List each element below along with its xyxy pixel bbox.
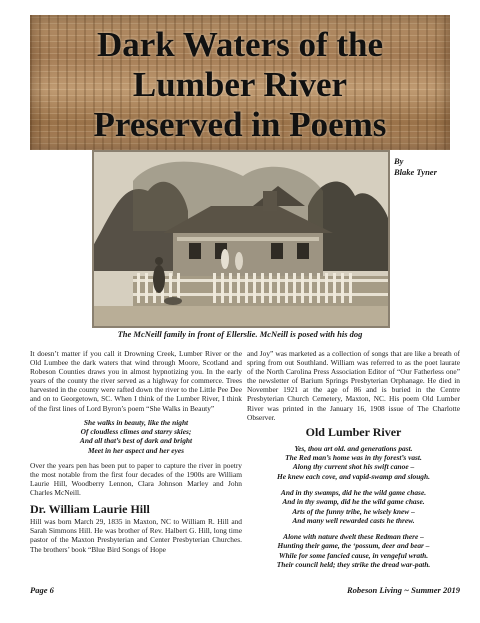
body-paragraph: and Joy” was marketed as a collection of songs that are like a breath of spring from out Southland. William was referred to as the poet laurate of the North Carolina Press Association Editor of “Our Fatherless one” the newsletter of Barium Springs Presbyterian Orphanage. He died in November 1921 at the age of 86 and is buried in the Centre Presbyterian Church Cemetery, Maxton, NC. His poem Old Lumber River was printed in the January 16, 1908 issue of The Charlotte Observer. [247,349,460,422]
poem-line: He knew each cove, and vapid-swamp and slough. [277,471,430,481]
title-line: Dark Waters of the [96,25,384,64]
poem-stanza [247,444,460,481]
poem-stanza [247,488,460,525]
author-name: Blake Tyner [394,167,437,177]
section-heading: Dr. William Laurie Hill [30,502,150,517]
poem-line: Along thy current shot his swift canoe – [292,462,415,472]
article-title [30,25,450,145]
title-banner [30,15,450,150]
poem-line: While for some fancied cause, in vengeful wrath. [278,550,429,560]
poem-line: Hunting their game, the ‘possum, deer and bear – [277,541,430,551]
poem-stanza [247,532,460,569]
poem-line: And many well rewarded casts he threw. [292,515,415,525]
poem-line: And in thy swamps, did he the wild game chase. [280,487,427,497]
byron-quote [30,418,242,455]
poem-line: And in thy swamp, did he the wild game chase. [282,497,425,507]
family-photo [92,150,390,328]
poem-line: The Red man’s home was in thy forest’s vast. [285,453,422,463]
byline [394,156,474,178]
quote-line: And all that’s best of dark and bright [79,436,193,446]
title-line: Lumber River [132,65,348,104]
poem-line: Alone with nature dwelt these Redman there – [283,532,424,542]
poem-title: Old Lumber River [305,424,402,439]
poem-line: Yes, thou art old. and generations past. [294,443,413,453]
byline-prefix: By [394,156,404,166]
page-number: Page 6 [30,585,54,595]
left-column [30,349,242,557]
body-paragraph: Hill was born March 29, 1835 in Maxton, NC to William R. Hill and Sarah Simmons Hill. He was brother of Rev. Halbert G. Hill, long time pastor of the Maxton Presbyterian and Center Presbyterian Churches. The brothers’ book “Blue Bird Songs of Hope [30,517,242,554]
poem-line: Arts of the funny tribe, he wisely knew – [292,506,415,516]
body-paragraph: It doesn’t matter if you call it Drowning Creek, Lumber River or the Old Lumbee the dark waters that wind through Moore, Scotland and Robeson Counties draws you in almost hypnotizing you. In the early years of the county the river served as a highway for commerce. Trees harvested in the county were rafted down the river to the Little Pee Dee and on to Georgetown, SC. When I think of the Lumber River, I think of the first lines of Lord Byron’s poem “She Walks in Beauty” [30,349,242,413]
right-column [247,349,460,576]
house-photo-illustration [93,151,389,327]
title-line: Preserved in Poems [93,105,387,144]
body-paragraph: Over the years pen has been put to paper to capture the river in poetry the most notable from the first four decades of the 1900s are William Laurie Hill, Woodberry Lennon, Clara Johnson Marley and John Charles McNeill. [30,460,242,498]
quote-line: Of cloudless climes and starry skies; [80,426,192,436]
poem-line: Their council held; they strike the dread war-path. [276,560,431,570]
quote-line: She walks in beauty, like the night [83,417,189,427]
photo-caption: The McNeill family in front of Ellerslie. McNeill is posed with his dog [117,329,363,339]
quote-line: Meet in her aspect and her eyes [87,445,185,455]
publication-name: Robeson Living ~ Summer 2019 [347,585,460,595]
